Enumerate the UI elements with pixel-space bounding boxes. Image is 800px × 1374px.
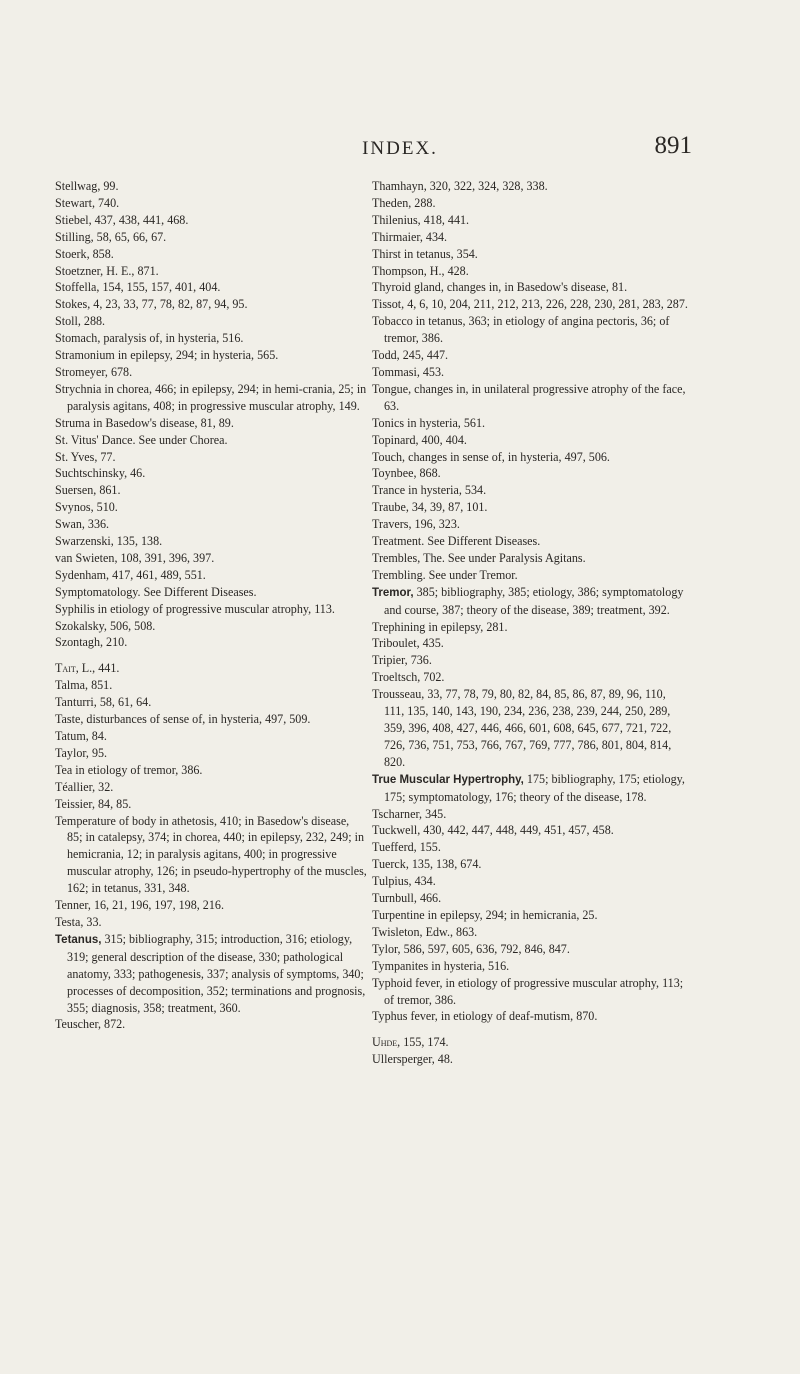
index-entry: Uhde, 155, 174. [372, 1035, 449, 1050]
index-entry: Thirst in tetanus, 354. [372, 246, 478, 261]
index-entry-heading: True Muscular Hypertrophy, [372, 773, 524, 786]
index-entry: Tulpius, 434. [372, 874, 436, 889]
index-entry: Traube, 34, 39, 87, 101. [372, 500, 488, 515]
index-entry [372, 584, 688, 619]
index-entry: Szokalsky, 506, 508. [55, 618, 156, 633]
index-entry: Topinard, 400, 404. [372, 432, 467, 447]
index-entry: Trembling. See under Tremor. [372, 567, 518, 582]
index-entry: Tympanites in hysteria, 516. [372, 958, 510, 973]
index-entry-text: 315; bibliography, 315; introduction, 316; etiology, 319; general description of the disease, 330; pathological anatomy, 333; pathogenesis, 337; analysis of symptoms, 340; processes of decomposition, 352; terminations and prognosis, 355; diagnosis, 358; treatment, 360. [67, 931, 366, 1015]
index-entry: Svynos, 510. [55, 500, 118, 515]
index-column-left [55, 178, 367, 1033]
index-entry: Typhoid fever, in etiology of progressive muscular atrophy, 113; of tremor, 386. [372, 975, 684, 1007]
index-entry: Suchtschinsky, 46. [55, 466, 146, 481]
index-entry: Tanturri, 58, 61, 64. [55, 695, 152, 710]
index-entry-text: 385; bibliography, 385; etiology, 386; symptomatology and course, 387; theory of the disease, 389; treatment, 392. [384, 584, 684, 617]
index-entry: Temperature of body in athetosis, 410; in Basedow's disease, 85; in catalepsy, 374; in chorea, 440; in epilepsy, 232, 249; in hemicrania, 12; in paralysis agitans, 400; in progressive muscular atrophy, 126; in pseudo-hypertrophy of the muscles, 162; in tetanus, 331, 348. [55, 813, 367, 896]
index-entry: Sydenham, 417, 461, 489, 551. [55, 567, 206, 582]
index-entry: Suersen, 861. [55, 483, 121, 498]
index-entry-heading: Tetanus, [55, 933, 102, 946]
index-entry: Stewart, 740. [55, 195, 120, 210]
index-entry-heading: Tremor, [372, 586, 414, 599]
index-entry: Tea in etiology of tremor, 386. [55, 762, 203, 777]
index-entry: Stoetzner, H. E., 871. [55, 263, 159, 278]
index-entry: St. Vitus' Dance. See under Chorea. [55, 432, 228, 447]
index-entry: van Swieten, 108, 391, 396, 397. [55, 550, 215, 565]
index-entry: Tenner, 16, 21, 196, 197, 198, 216. [55, 898, 224, 913]
index-entry [55, 931, 367, 1017]
index-entry: Strychnia in chorea, 466; in epilepsy, 294; in hemi-crania, 25; in paralysis agitans, 408; in progressive muscular atrophy, 149. [55, 381, 367, 413]
index-entry: Tylor, 586, 597, 605, 636, 792, 846, 847. [372, 941, 570, 956]
index-entry: Tissot, 4, 6, 10, 204, 211, 212, 213, 226, 228, 230, 281, 283, 287. [372, 297, 688, 312]
index-entry: Stoll, 288. [55, 314, 106, 329]
index-entry: Thompson, H., 428. [372, 263, 469, 278]
index-entry: Teissier, 84, 85. [55, 796, 132, 811]
index-entry: Thyroid gland, changes in, in Basedow's disease, 81. [372, 280, 628, 295]
index-entry: Teuscher, 872. [55, 1017, 126, 1032]
index-entry: Tongue, changes in, in unilateral progressive atrophy of the face, 63. [372, 381, 686, 413]
index-entry: Treatment. See Different Diseases. [372, 534, 541, 549]
index-entry: Tobacco in tetanus, 363; in etiology of angina pectoris, 36; of tremor, 386. [372, 314, 670, 346]
index-entry: Twisleton, Edw., 863. [372, 924, 478, 939]
index-entry: Stoffella, 154, 155, 157, 401, 404. [55, 280, 221, 295]
page-title: INDEX. [362, 138, 438, 159]
index-entry: Stoerk, 858. [55, 246, 114, 261]
index-entry: Thirmaier, 434. [372, 229, 448, 244]
index-entry: Travers, 196, 323. [372, 517, 460, 532]
index-entry: Tait, L., 441. [55, 661, 120, 676]
index-entry: St. Yves, 77. [55, 449, 116, 464]
index-entry: Swarzenski, 135, 138. [55, 534, 163, 549]
index-entry: Struma in Basedow's disease, 81, 89. [55, 415, 234, 430]
index-entry: Tatum, 84. [55, 729, 107, 743]
index-entry: Symptomatology. See Different Diseases. [55, 584, 257, 599]
index-entry: Toynbee, 868. [372, 466, 441, 481]
section-gap [372, 1025, 688, 1034]
index-entry: Tscharner, 345. [372, 806, 447, 821]
index-entry: Tripier, 736. [372, 653, 432, 668]
index-entry: Trousseau, 33, 77, 78, 79, 80, 82, 84, 85, 86, 87, 89, 96, 110, 111, 135, 140, 143, 190, 234, 236, 238, 239, 244, 250, 289, 359, 396, 408, 427, 446, 466, 601, 608, 645, 677, 721, 722, 726, 736, 751, 753, 766, 767, 769, 777, 786, 801, 804, 814, 820. [372, 687, 672, 769]
index-entry: Touch, changes in sense of, in hysteria, 497, 506. [372, 449, 610, 464]
index-entry: Thamhayn, 320, 322, 324, 328, 338. [372, 179, 548, 193]
index-entry: Todd, 245, 447. [372, 348, 449, 363]
index-entry: Tuckwell, 430, 442, 447, 448, 449, 451, 457, 458. [372, 823, 614, 838]
section-gap [55, 651, 367, 660]
index-entry: Trephining in epilepsy, 281. [372, 619, 508, 634]
index-entry: Ullersperger, 48. [372, 1052, 453, 1067]
index-entry: Syphilis in etiology of progressive muscular atrophy, 113. [55, 601, 335, 616]
index-entry-text: 175; bibliography, 175; etiology, 175; symptomatology, 176; theory of the disease, 178. [384, 771, 685, 804]
index-entry: Trembles, The. See under Paralysis Agitans. [372, 550, 586, 565]
index-entry: Tommasi, 453. [372, 364, 445, 379]
index-entry: Troeltsch, 702. [372, 670, 445, 685]
index-entry: Taste, disturbances of sense of, in hysteria, 497, 509. [55, 712, 311, 727]
index-entry: Tuefferd, 155. [372, 840, 441, 855]
index-entry: Swan, 336. [55, 517, 110, 532]
page-number: 891 [654, 132, 692, 159]
index-entry: Stiebel, 437, 438, 441, 468. [55, 212, 189, 227]
index-entry: Talma, 851. [55, 678, 113, 693]
index-entry: Turnbull, 466. [372, 891, 442, 906]
index-entry: Typhus fever, in etiology of deaf-mutism, 870. [372, 1009, 598, 1024]
index-entry: Stokes, 4, 23, 33, 77, 78, 82, 87, 94, 95. [55, 297, 248, 312]
index-entry [372, 771, 688, 806]
index-entry: Stramonium in epilepsy, 294; in hysteria, 565. [55, 348, 279, 363]
index-column-right [372, 178, 688, 1068]
index-entry: Stomach, paralysis of, in hysteria, 516. [55, 331, 244, 346]
index-entry: Thilenius, 418, 441. [372, 212, 470, 227]
index-entry: Tonics in hysteria, 561. [372, 415, 486, 430]
index-entry: Testa, 33. [55, 914, 102, 929]
index-entry: Taylor, 95. [55, 745, 108, 760]
index-entry: Trance in hysteria, 534. [372, 483, 487, 498]
index-entry: Stilling, 58, 65, 66, 67. [55, 229, 167, 244]
index-entry: Triboulet, 435. [372, 636, 444, 651]
index-entry: Stromeyer, 678. [55, 364, 133, 379]
index-entry: Turpentine in epilepsy, 294; in hemicrania, 25. [372, 907, 598, 922]
index-entry: Stellwag, 99. [55, 179, 119, 193]
index-entry: Theden, 288. [372, 195, 436, 210]
index-entry: Szontagh, 210. [55, 635, 128, 650]
index-entry: Tuerck, 135, 138, 674. [372, 857, 482, 872]
index-entry: Téallier, 32. [55, 779, 114, 794]
